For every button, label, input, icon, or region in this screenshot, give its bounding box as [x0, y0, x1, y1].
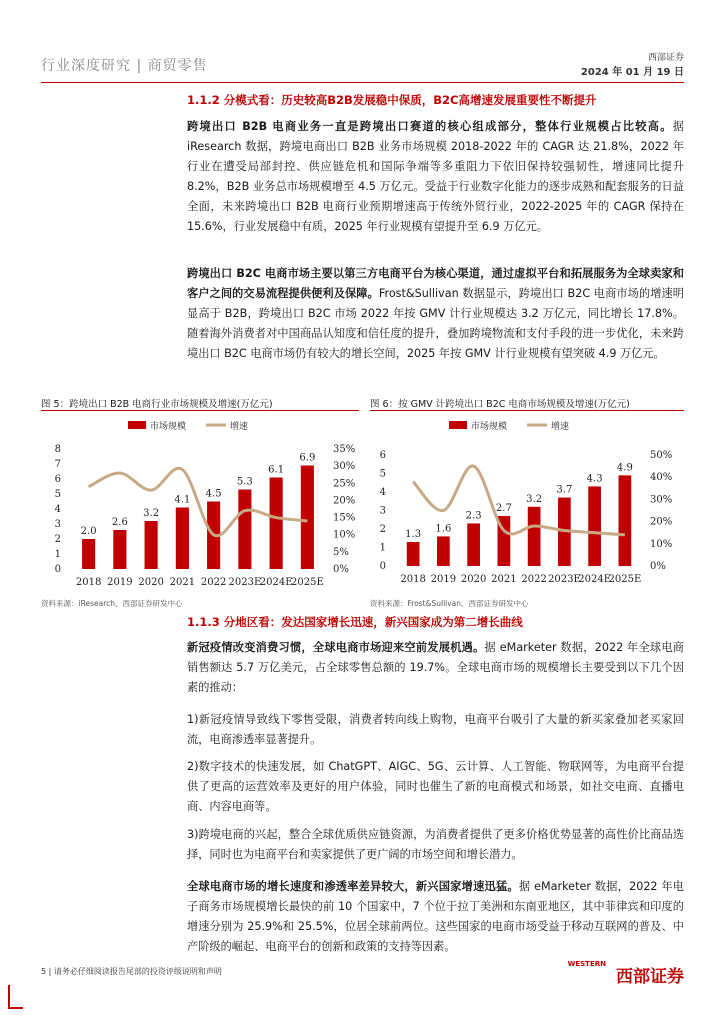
driver-2: 2)数字技术的快速发展，如 ChatGPT、AIGC、5G、云计算、人工智能、物联网等，为电商平台提供了更高的运营效率及更好的用户体验，同时也催生了新的电商模式和场景，如社交电商、直播电商、内容电商等。 [187, 760, 684, 813]
section-title-1-1-2: 1.1.2 分模式看：历史较高B2B发展稳中保质，B2C高增速发展重要性不断提升 [187, 93, 597, 107]
bar-data-label: 2.7 [495, 503, 512, 515]
paragraph-b2c-body: Frost&Sullivan 数据显示，跨境出口 B2C 电商市场的增速明显高于 B2B，跨境出口 B2C 市场 2022 年按 GMV 计行业规模达 3.2 万亿元，同比增长 17.8%。随着海外消费者对中国商品认知度和信任度的提升，叠加跨境物流和支付手段的进一步优化，未来跨境出口 B2C 电商市场仍有较大的增长空间，2025 年按 GMV 计行业规模有望突破 4.9 万亿元。 [187, 287, 684, 360]
y-tick-label: 6 [54, 474, 61, 485]
y-tick-label: 1 [54, 549, 61, 560]
paragraph-b2b-lead: 跨境出口 B2B 电商业务一直是跨境出口赛道的核心组成部分，整体行业规模占比较高。 [187, 120, 673, 133]
x-tick-label: 2022 [521, 574, 547, 585]
header-divider [41, 82, 684, 83]
y-tick-label: 2 [379, 524, 386, 535]
bar-market-size [113, 530, 126, 569]
bar-market-size [238, 490, 251, 570]
report-date: 2024 年 01 月 19 日 [580, 67, 684, 78]
x-tick-label: 2021 [169, 577, 196, 588]
paragraph-global-lead: 新冠疫情改变消费习惯，全球电商市场迎来空前发展机遇。 [187, 641, 485, 654]
bar-data-label: 1.6 [435, 523, 452, 535]
y2-tick-label: 5% [333, 546, 349, 558]
y2-tick-label: 35% [333, 444, 356, 455]
paragraph-emerging-body: 据 eMarketer 数据，2022 年电子商务市场规模增长最快的前 10 个国家中，7 个位于拉丁美洲和东南亚地区，其中菲律宾和印度的增速分别为 25.9%和 25.5%，位居全球前两位。这些国家的电商市场受益于移动互联网的普及、中产阶级的崛起、电商平台的创新和政策的支持等因素。 [187, 880, 684, 953]
legend-swatch-market-size [449, 421, 467, 429]
chart-b2b-market [41, 412, 359, 597]
figure-5-source: 资料来源：iResearch、西部证券研发中心 [41, 599, 183, 608]
x-tick-label: 2022 [200, 577, 227, 588]
section-title-1-1-3: 1.1.3 分地区看：发达国家增长迅速，新兴国家成为第二增长曲线 [187, 615, 523, 629]
x-tick-label: 2024E [578, 574, 611, 585]
y2-tick-label: 50% [650, 450, 673, 461]
y2-tick-label: 0% [333, 564, 349, 575]
bar-data-label: 2.6 [111, 517, 128, 528]
bar-data-label: 6.9 [299, 452, 316, 464]
bar-data-label: 4.3 [586, 473, 603, 485]
bar-market-size [82, 539, 95, 569]
bar-data-label: 6.1 [268, 464, 285, 476]
paragraph-global-body: 据 eMarketer 数据，2022 年全球电商销售额达 5.7 万亿美元，占全球零售总额的 19.7%。全球电商市场的规模增长主要受到以下几个因素的推动： [187, 641, 684, 694]
y-tick-label: 7 [54, 459, 61, 470]
y-tick-label: 4 [379, 487, 386, 498]
bar-data-label: 3.7 [556, 484, 573, 496]
legend-label-market-size: 市场规模 [471, 422, 508, 432]
bar-data-label: 1.3 [405, 528, 422, 540]
y-tick-label: 5 [379, 468, 386, 480]
x-tick-label: 2020 [138, 577, 164, 588]
y2-tick-label: 30% [333, 461, 356, 473]
y2-tick-label: 20% [650, 516, 673, 528]
bar-data-label: 3.2 [143, 508, 160, 519]
y-tick-label: 0 [379, 561, 386, 572]
paragraph-b2b-body: 据 iResearch 数据，跨境电商出口 B2B 业务市场规模 2018-2022 年的 CAGR 达 21.8%，2022 年行业在遭受局部封控、供应链危机和国际争端等多重阻力下依旧保持较强韧性，增速同比提升 8.2%，B2B 业务总市场规模增至 4.5 万亿元。受益于行业数字化能力的逐步成熟和配套服务的日益全面，未来跨境出口 B2B 电商行业预期增速高于传统外贸行业，2022-2025 年的 CAGR 保持在 15.6%，行业发展稳中有质，2025 年行业规模有望提升至 6.9 万亿元。 [187, 120, 684, 233]
report-category: 行业深度研究 | 商贸零售 [41, 58, 208, 74]
x-tick-label: 2024E [259, 577, 293, 588]
footer-disclaimer: 5 | 请务必仔细阅读报告尾部的投资评级说明和声明 [41, 967, 222, 976]
y-tick-label: 8 [54, 444, 61, 455]
y-tick-label: 1 [379, 542, 386, 554]
x-tick-label: 2018 [400, 574, 426, 585]
legend-swatch-market-size [128, 421, 146, 429]
bar-data-label: 5.3 [236, 476, 253, 488]
x-tick-label: 2025E [291, 577, 324, 588]
paragraph-b2b [187, 117, 684, 237]
bar-market-size [619, 475, 632, 566]
y2-tick-label: 40% [650, 472, 673, 484]
y2-tick-label: 10% [650, 538, 673, 550]
corner-bracket-icon [8, 985, 23, 1009]
bar-market-size [145, 521, 158, 569]
bar-market-size [301, 466, 314, 570]
bar-market-size [437, 536, 450, 566]
y2-tick-label: 20% [333, 495, 356, 507]
figure-5-caption-rule [41, 410, 359, 411]
bar-market-size [588, 486, 601, 566]
y2-tick-label: 10% [333, 529, 356, 541]
x-tick-label: 2020 [460, 574, 487, 585]
bar-data-label: 4.9 [616, 462, 633, 474]
figure-5-caption: 图 5：跨境出口 B2B 电商行业市场规模及增速(万亿元) [41, 399, 273, 410]
bar-data-label: 2.3 [465, 510, 482, 522]
x-tick-label: 2023E [228, 577, 262, 588]
footer-logo-text: 西部证券 [616, 967, 684, 987]
y2-tick-label: 15% [333, 512, 356, 524]
y2-tick-label: 30% [650, 494, 673, 506]
bar-market-size [467, 523, 480, 566]
x-tick-label: 2019 [107, 577, 133, 588]
x-tick-label: 2019 [430, 574, 457, 585]
y2-tick-label: 0% [650, 561, 666, 572]
driver-1: 1)新冠疫情导致线下零售受限，消费者转向线上购物，电商平台吸引了大量的新买家叠加老买家回流，电商渗透率显著提升。 [187, 713, 684, 746]
bar-data-label: 3.2 [526, 493, 543, 505]
bar-market-size [270, 478, 283, 570]
y-tick-label: 0 [54, 564, 61, 575]
bar-market-size [176, 508, 189, 570]
x-tick-label: 2021 [491, 574, 517, 585]
bar-market-size [407, 542, 420, 566]
bar-data-label: 4.1 [174, 494, 191, 506]
y-tick-label: 5 [54, 489, 61, 500]
paragraph-b2c [187, 264, 684, 364]
legend-label-market-size: 市场规模 [150, 422, 187, 432]
bar-market-size [528, 507, 541, 566]
bar-data-label: 2.0 [80, 526, 97, 537]
y-tick-label: 6 [379, 450, 386, 461]
y-tick-label: 3 [54, 519, 61, 530]
x-tick-label: 2025E [608, 574, 642, 585]
y-tick-label: 3 [379, 505, 386, 517]
bar-data-label: 4.5 [205, 488, 222, 500]
chart-b2c-market [370, 412, 684, 597]
y2-tick-label: 25% [333, 478, 356, 490]
legend-label-growth: 增速 [230, 422, 249, 432]
paragraph-b2c-lead: 跨境出口 B2C 电商市场主要以第三方电商平台为核心渠道，通过虚拟平台和拓展服务为全球卖家和客户之间的交易流程提供便利及保障。 [187, 267, 684, 300]
paragraph-emerging-markets [187, 877, 684, 957]
y-tick-label: 2 [54, 534, 61, 545]
legend-label-growth: 增速 [551, 422, 570, 432]
western-logo-icon: WESTERN [567, 960, 606, 968]
figure-6-caption-rule [370, 410, 684, 411]
paragraph-global-ecommerce [187, 638, 684, 698]
driver-3: 3)跨境电商的兴起，整合全球优质供应链资源，为消费者提供了更多价格优势显著的高性价比商品选择，同时也为电商平台和卖家提供了更广阔的市场空间和增长潜力。 [187, 828, 684, 861]
paragraph-emerging-lead: 全球电商市场的增长速度和渗透率差异较大，新兴国家增速迅猛。 [187, 880, 519, 893]
figure-6-caption: 图 6：按 GMV 计跨境出口 B2C 电商市场规模及增速(万亿元) [370, 399, 630, 410]
x-tick-label: 2018 [75, 577, 102, 588]
figure-6-source: 资料来源：Frost&Sullivan、西部证券研发中心 [370, 599, 529, 608]
y-tick-label: 4 [54, 504, 61, 515]
x-tick-label: 2023E [548, 574, 581, 585]
header-brand: 西部证券 [647, 53, 684, 63]
